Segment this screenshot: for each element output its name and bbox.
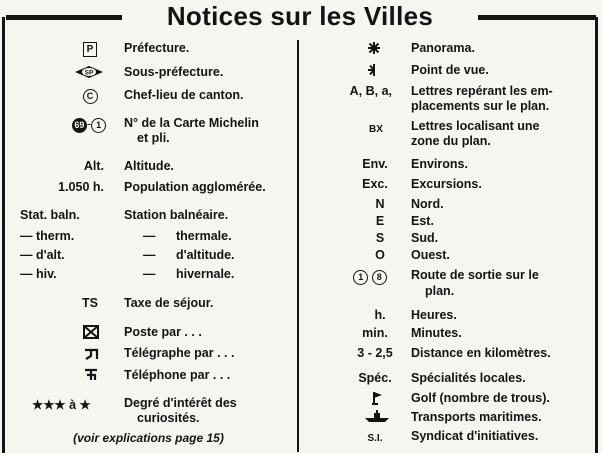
legend-o-label: Ouest. xyxy=(411,248,450,262)
legend-distance-symbol: 3 - 2,5 xyxy=(357,346,393,360)
legend-env-label: Environs. xyxy=(411,157,468,171)
legend-carte-michelin-line2: et pli. xyxy=(137,131,170,145)
legend-therm-dash: — xyxy=(143,229,156,243)
legend-minutes-label: Minutes. xyxy=(411,326,462,340)
telegraphe-icon xyxy=(80,346,102,364)
legend-sous-prefecture-label: Sous-préfecture. xyxy=(124,65,224,79)
legend-dalt-dash: — xyxy=(143,248,156,262)
legend-exc-symbol: Exc. xyxy=(362,177,388,191)
legend-heures-symbol: h. xyxy=(374,308,386,322)
legend-distance-label: Distance en kilomètres. xyxy=(411,346,551,360)
legend-zone-line1: Lettres localisant une xyxy=(411,119,540,133)
legend-therm-label: thermale. xyxy=(176,229,232,243)
prefecture-icon: P xyxy=(78,41,102,57)
legend-altitude-label: Altitude. xyxy=(124,159,174,173)
footer-note: (voir explications page 15) xyxy=(73,431,224,445)
legend-point-de-vue-label: Point de vue. xyxy=(411,63,489,77)
legend-telegraphe-label: Télégraphe par . . . xyxy=(124,346,235,360)
legend-chef-lieu-label: Chef-lieu de canton. xyxy=(124,88,244,102)
legend-hiv-symbol: — hiv. xyxy=(20,267,57,281)
legend-hiv-dash: — xyxy=(143,267,156,281)
legend-env-symbol: Env. xyxy=(362,157,388,171)
legend-dalt-symbol: — d'alt. xyxy=(20,248,65,262)
column-divider xyxy=(297,40,299,452)
legend-spec-symbol: Spéc. xyxy=(358,371,392,385)
legend-e-symbol: E xyxy=(375,214,385,228)
legend-si-label: Syndicat d'initiatives. xyxy=(411,429,539,443)
legend-population-label: Population agglomérée. xyxy=(124,180,266,194)
legend-curiosites-symbol: ★★★ à ★ xyxy=(32,398,91,412)
legend-route-line1: Route de sortie sur le xyxy=(411,268,539,282)
legend-exc-label: Excursions. xyxy=(411,177,482,191)
panorama-icon xyxy=(362,41,386,59)
legend-telephone-label: Téléphone par . . . xyxy=(124,368,231,382)
legend-poste-label: Poste par . . . xyxy=(124,325,202,339)
chef-lieu-icon: C xyxy=(78,88,102,104)
legend-ts-label: Taxe de séjour. xyxy=(124,296,214,310)
legend-panorama-label: Panorama. xyxy=(411,41,475,55)
legend-lettres-line1: Lettres repérant les em- xyxy=(411,84,553,98)
legend-lettres-symbol: A, B, a, xyxy=(349,84,392,98)
legend-station-label: Station balnéaire. xyxy=(124,208,229,222)
legend-lettres-line2: placements sur le plan. xyxy=(411,99,550,113)
legend-population-symbol: 1.050 h. xyxy=(58,180,104,194)
legend-golf-label: Golf (nombre de trous). xyxy=(411,391,550,405)
legend-si-symbol: S.I. xyxy=(367,433,383,444)
carte-michelin-icon: 69 - 1 xyxy=(66,117,112,133)
legend-curiosites-line2: curiosités. xyxy=(137,411,200,425)
legend-s-symbol: S xyxy=(375,231,385,245)
legend-transports-label: Transports maritimes. xyxy=(411,410,542,424)
legend-therm-symbol: — therm. xyxy=(20,229,75,243)
legend-carte-michelin-line1: N° de la Carte Michelin xyxy=(124,116,259,130)
golf-icon xyxy=(365,391,389,409)
legend-n-symbol: N xyxy=(375,197,385,211)
legend-hiv-label: hivernale. xyxy=(176,267,235,281)
legend-zone-symbol: BX xyxy=(369,124,383,135)
page-title: Notices sur les Villes xyxy=(166,1,434,31)
legend-heures-label: Heures. xyxy=(411,308,457,322)
legend-altitude-symbol: Alt. xyxy=(83,159,104,173)
legend-minutes-symbol: min. xyxy=(362,326,388,340)
legend-station-symbol: Stat. baln. xyxy=(20,208,80,222)
point-de-vue-icon xyxy=(362,63,386,81)
svg-text:SP: SP xyxy=(84,69,94,77)
legend-n-label: Nord. xyxy=(411,197,444,211)
legend-o-symbol: O xyxy=(375,248,385,262)
legend-route-line2: plan. xyxy=(425,284,455,298)
legend-s-label: Sud. xyxy=(411,231,439,245)
sous-prefecture-icon xyxy=(72,65,106,83)
route-sortie-icon: 1 8 xyxy=(347,269,393,285)
legend-zone-line2: zone du plan. xyxy=(411,134,491,148)
legend-curiosites-line1: Degré d'intérêt des xyxy=(124,396,237,410)
legend-ts-symbol: TS xyxy=(82,296,98,310)
bateau-icon xyxy=(360,409,394,427)
legend-spec-label: Spécialités locales. xyxy=(411,371,526,385)
legend-prefecture-label: Préfecture. xyxy=(124,41,190,55)
telephone-icon xyxy=(80,368,102,386)
poste-icon xyxy=(80,325,102,343)
legend-e-label: Est. xyxy=(411,214,434,228)
legend-dalt-label: d'altitude. xyxy=(176,248,235,262)
